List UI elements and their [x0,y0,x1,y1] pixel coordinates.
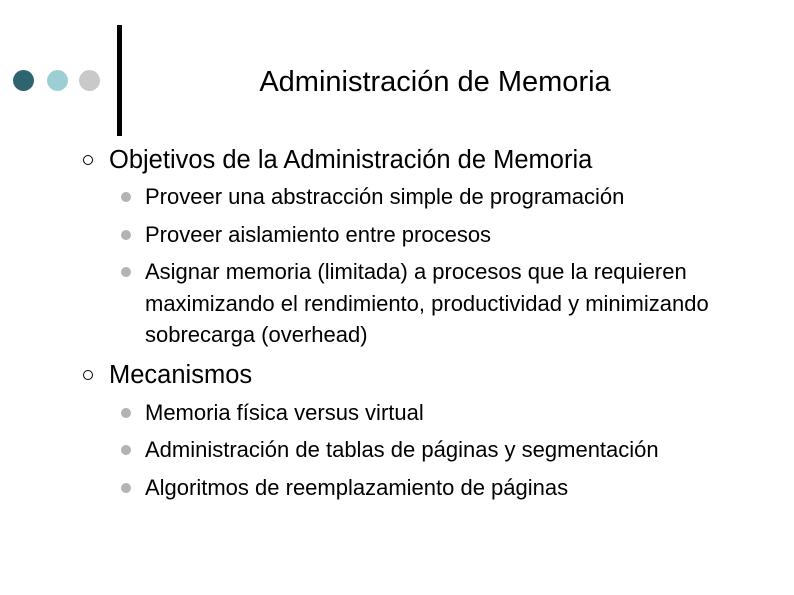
filled-circle-bullet-icon [121,230,131,240]
filled-circle-bullet-icon [121,445,131,455]
sub-bullet-text: Proveer aislamiento entre procesos [145,222,492,247]
sub-bullet-text: Algoritmos de reemplazamiento de páginas [145,475,569,500]
hollow-circle-bullet-icon [83,155,93,165]
decorative-dot-dark [13,70,34,91]
slide-title: Administración de Memoria [259,66,611,98]
bullet-text: Mecanismos [109,361,253,389]
filled-circle-bullet-icon [121,192,131,202]
sub-bullet-text: Memoria física versus virtual [145,400,424,425]
filled-circle-bullet-icon [121,408,131,418]
sub-bullet-text: Proveer una abstracción simple de programación [145,184,625,209]
bullet-text: Objetivos de la Administración de Memoria [109,146,593,174]
filled-circle-bullet-icon [121,483,131,493]
hollow-circle-bullet-icon [83,370,93,380]
decorative-dot-mid [47,70,68,91]
decorative-dot-light [79,70,100,91]
filled-circle-bullet-icon [121,267,131,277]
sub-bullet-text: Asignar memoria (limitada) a procesos que la requieren maximizando el rendimiento, productividad y minimizando sobrecarga (overhead) [145,259,709,347]
sub-bullet-text: Administración de tablas de páginas y segmentación [145,437,659,462]
